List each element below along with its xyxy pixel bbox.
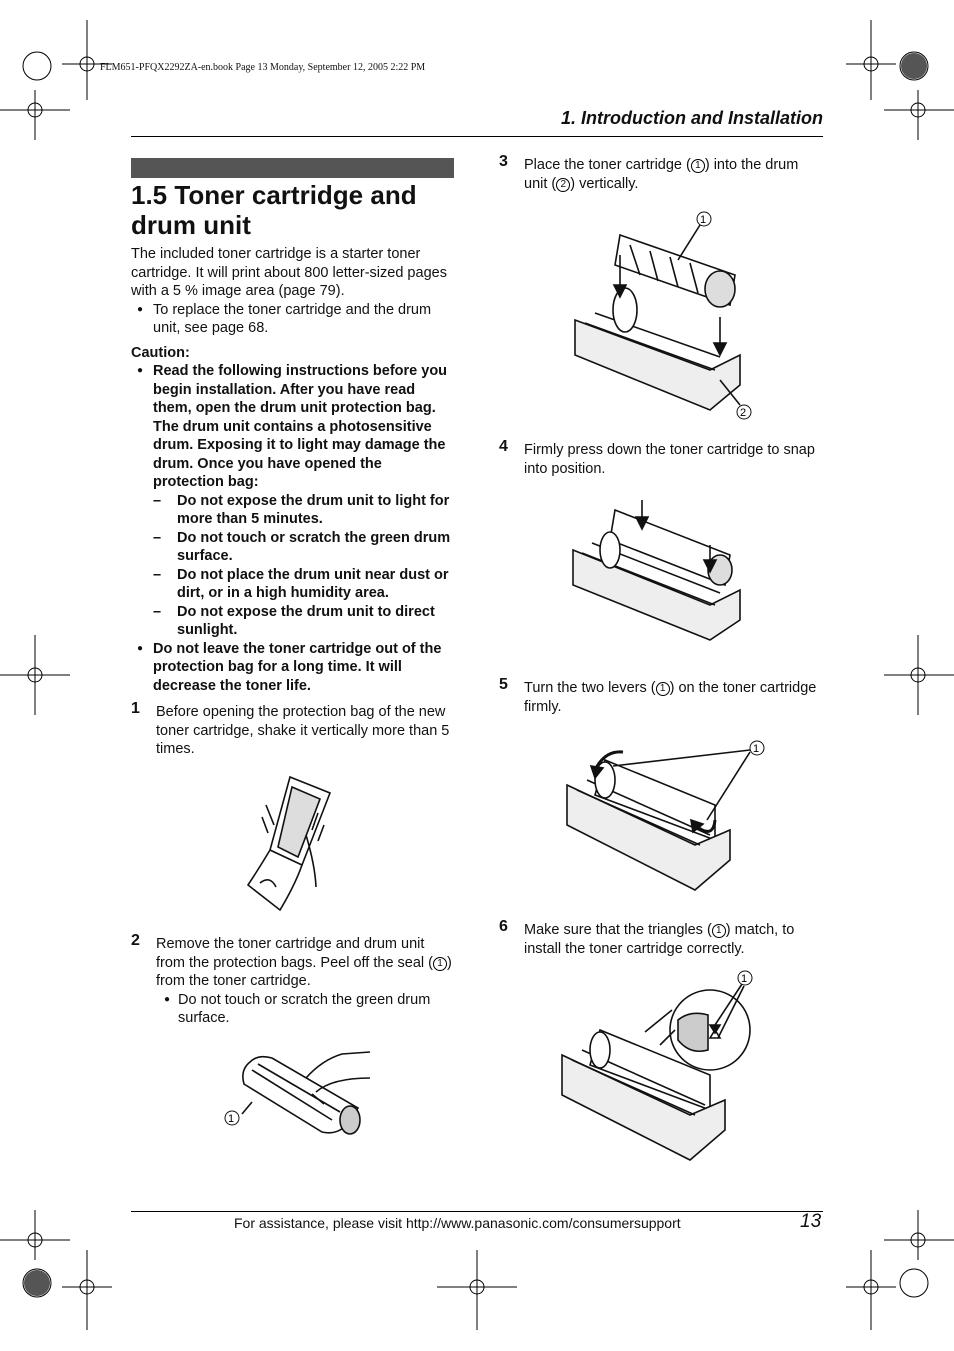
step-text: Before opening the protection bag of the new toner cartridge, shake it vertically more than 5 times. [156, 704, 450, 757]
intro-bullet: ● To replace the toner cartridge and the drum unit, see page 68. [131, 301, 456, 338]
section-bar [131, 158, 454, 178]
step-text-part: Turn the two levers ( [524, 680, 656, 696]
intro-text: The included toner cartridge is a starter toner cartridge. It will print about 800 letter-sized pages with a 5 % image area (page 79). [131, 246, 447, 299]
step-text [524, 156, 824, 193]
callout-1: 1 [741, 973, 748, 985]
place-cartridge-illustration [570, 205, 755, 420]
page-number: 13 [800, 1211, 822, 1232]
callout-2: 2 [556, 178, 570, 192]
callout-1: 1 [228, 1113, 235, 1125]
caution-bullet: ● Read the following instructions before you begin installation. After you have read them, open the drum unit protection bag. The drum unit contains a photosensitive drum. Exposing it to light may damage the drum. Once you have opened the protection bag: [131, 362, 456, 492]
callout-1: 1 [753, 743, 760, 755]
step-number: 2 [131, 932, 140, 949]
step-text [156, 935, 456, 1028]
turn-levers-illustration [565, 740, 765, 895]
header-rule [131, 136, 823, 137]
step-number: 4 [499, 438, 508, 455]
step-text-part: Make sure that the triangles ( [524, 922, 712, 938]
step-text-part: ) into the drum unit ( [524, 157, 799, 192]
caution-dash: – Do not expose the drum unit to light for more than 5 minutes. [131, 492, 456, 529]
intro-block [131, 245, 456, 695]
shake-cartridge-illustration [240, 775, 335, 915]
caution-dash: – Do not touch or scratch the green drum surface. [131, 529, 456, 566]
callout-1: 1 [656, 682, 670, 696]
callout-1: 1 [433, 957, 447, 971]
callout-1: 1 [712, 924, 726, 938]
peel-seal-illustration [222, 1050, 372, 1140]
step-bullet: ● Do not touch or scratch the green drum surface. [156, 991, 456, 1028]
step-text-part: ) match, to install the toner cartridge correctly. [524, 922, 795, 957]
step-text-part: ) on the toner cartridge firmly. [524, 680, 817, 715]
press-cartridge-illustration [570, 495, 745, 640]
header-title: 1. Introduction and Installation [560, 108, 823, 128]
section-title: 1.5 Toner cartridge and drum unit [131, 180, 417, 240]
caution-bullet: ● Do not leave the toner cartridge out of the protection bag for a long time. It will decrease the toner life. [131, 640, 456, 696]
caution-label: Caution: [131, 344, 190, 361]
callout-2: 2 [740, 407, 747, 419]
footer-text: For assistance, please visit http://www.panasonic.com/consumersupport [234, 1215, 681, 1231]
step-text: Firmly press down the toner cartridge to snap into position. [524, 442, 815, 477]
print-line: FLM651-PFQX2292ZA-en.book Page 13 Monday, September 12, 2005 2:22 PM [100, 62, 426, 73]
step-text-part: ) vertically. [570, 175, 639, 192]
step-number: 5 [499, 676, 508, 693]
footer-rule [131, 1211, 823, 1212]
step-text-part: Place the toner cartridge ( [524, 157, 691, 173]
step-text-part: Remove the toner cartridge and drum unit from the protection bags. Peel off the seal ( [156, 936, 434, 971]
caution-dash: – Do not expose the drum unit to direct sunlight. [131, 603, 456, 640]
step-text [524, 679, 824, 716]
step-text [524, 921, 824, 958]
step-number: 6 [499, 918, 508, 935]
step-number: 3 [499, 153, 508, 170]
match-triangles-illustration [560, 970, 760, 1165]
callout-1: 1 [700, 214, 707, 226]
callout-1: 1 [691, 159, 705, 173]
step-number: 1 [131, 700, 140, 717]
caution-dash: – Do not place the drum unit near dust or dirt, or in a high humidity area. [131, 566, 456, 603]
step-text-part: ) from the toner cartridge. [156, 954, 452, 989]
